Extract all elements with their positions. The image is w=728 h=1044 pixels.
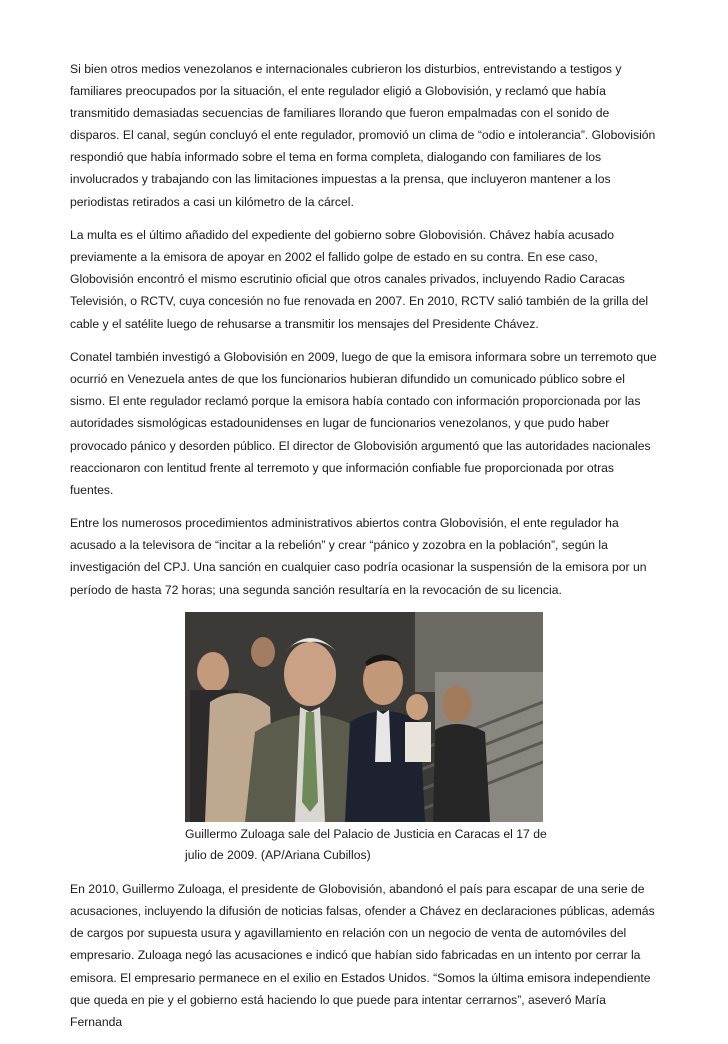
news-photo-figure: [185, 612, 543, 822]
paragraph-conatel: Conatel también investigó a Globovisión en 2009, luego de que la emisora informara sobre un terremoto que ocurrió en Venezuela antes de que los funcionarios hubieran difundido un comunicado público sobre el sismo. El ente regulador reclamó porque la emisora había contado con información proporcionada por las autoridades sismológicas estadounidenses en lugar de funcionarios venezolanos, y que pudo haber provocado pánico y desorden público. El director de Globovisión argumentó que las autoridades nacionales reaccionaron con lentitud frente al terremoto y que información confiable fue proporcionada por otras fuentes.: [70, 350, 657, 497]
photo-caption: Guillermo Zuloaga sale del Palacio de Justicia en Caracas el 17 de julio de 2009. (AP/Ariana Cubillos): [185, 827, 547, 863]
paragraph-zuloaga: En 2010, Guillermo Zuloaga, el presidente de Globovisión, abandonó el país para escapar de una serie de acusaciones, incluyendo la difusión de noticias falsas, ofender a Chávez en declaraciones públicas, además de cargos por supuesta usura y agavillamiento en relación con un negocio de venta de automóviles del empresario. Zuloaga negó las acusaciones e indicó que habían sido fabricadas en un intento por cerrar la emisora. El empresario permanece en el exilio en Estados Unidos. “Somos la última emisora independiente que queda en pie y el gobierno está haciendo lo que puede para intentar cerrarnos”, aseveró María Fernanda: [70, 882, 655, 1029]
paragraph-procedimientos: Entre los numerosos procedimientos administrativos abiertos contra Globovisión, el ente regulador ha acusado a la televisora de “incitar a la rebelión” y crear “pánico y zozobra en la población”, según la investigación del CPJ. Una sanción en cualquier caso podría ocasionar la suspensión de la emisora por un período de hasta 72 horas; una segunda sanción resultaría en la revocación de su licencia.: [70, 516, 647, 597]
paragraph-disturbios: Si bien otros medios venezolanos e internacionales cubrieron los disturbios, entrevistando a testigos y familiares preocupados por la situación, el ente regulador eligió a Globovisión, y reclamó que había transmitido demasiadas secuencias de familiares llorando que fueron empalmadas con el sonido de disparos. El canal, según concluyó el ente regulador, promovió un clima de “odio e intolerancia”. Globovisión respondió que había informado sobre el tema en forma completa, dialogando con familiares de los involucrados y trabajando con las limitaciones impuestas a la prensa, que incluyeron mantener a los periodistas retirados a casi un kilómetro de la cárcel.: [70, 62, 656, 209]
news-photo: [185, 612, 543, 822]
photo-illustration: [185, 612, 543, 822]
document-page: [70, 58, 660, 1044]
paragraph-multa: La multa es el último añadido del expediente del gobierno sobre Globovisión. Chávez había acusado previamente a la emisora de apoyar en 2002 el fallido golpe de estado en su contra. En ese caso, Globovisión encontró el mismo escrutinio oficial que otros canales privados, incluyendo Radio Caracas Televisión, o RCTV, cuya concesión no fue renovada en 2007. En 2010, RCTV salió también de la grilla del cable y el satélite luego de rehusarse a transmitir los mensajes del Presidente Chávez.: [70, 228, 649, 331]
